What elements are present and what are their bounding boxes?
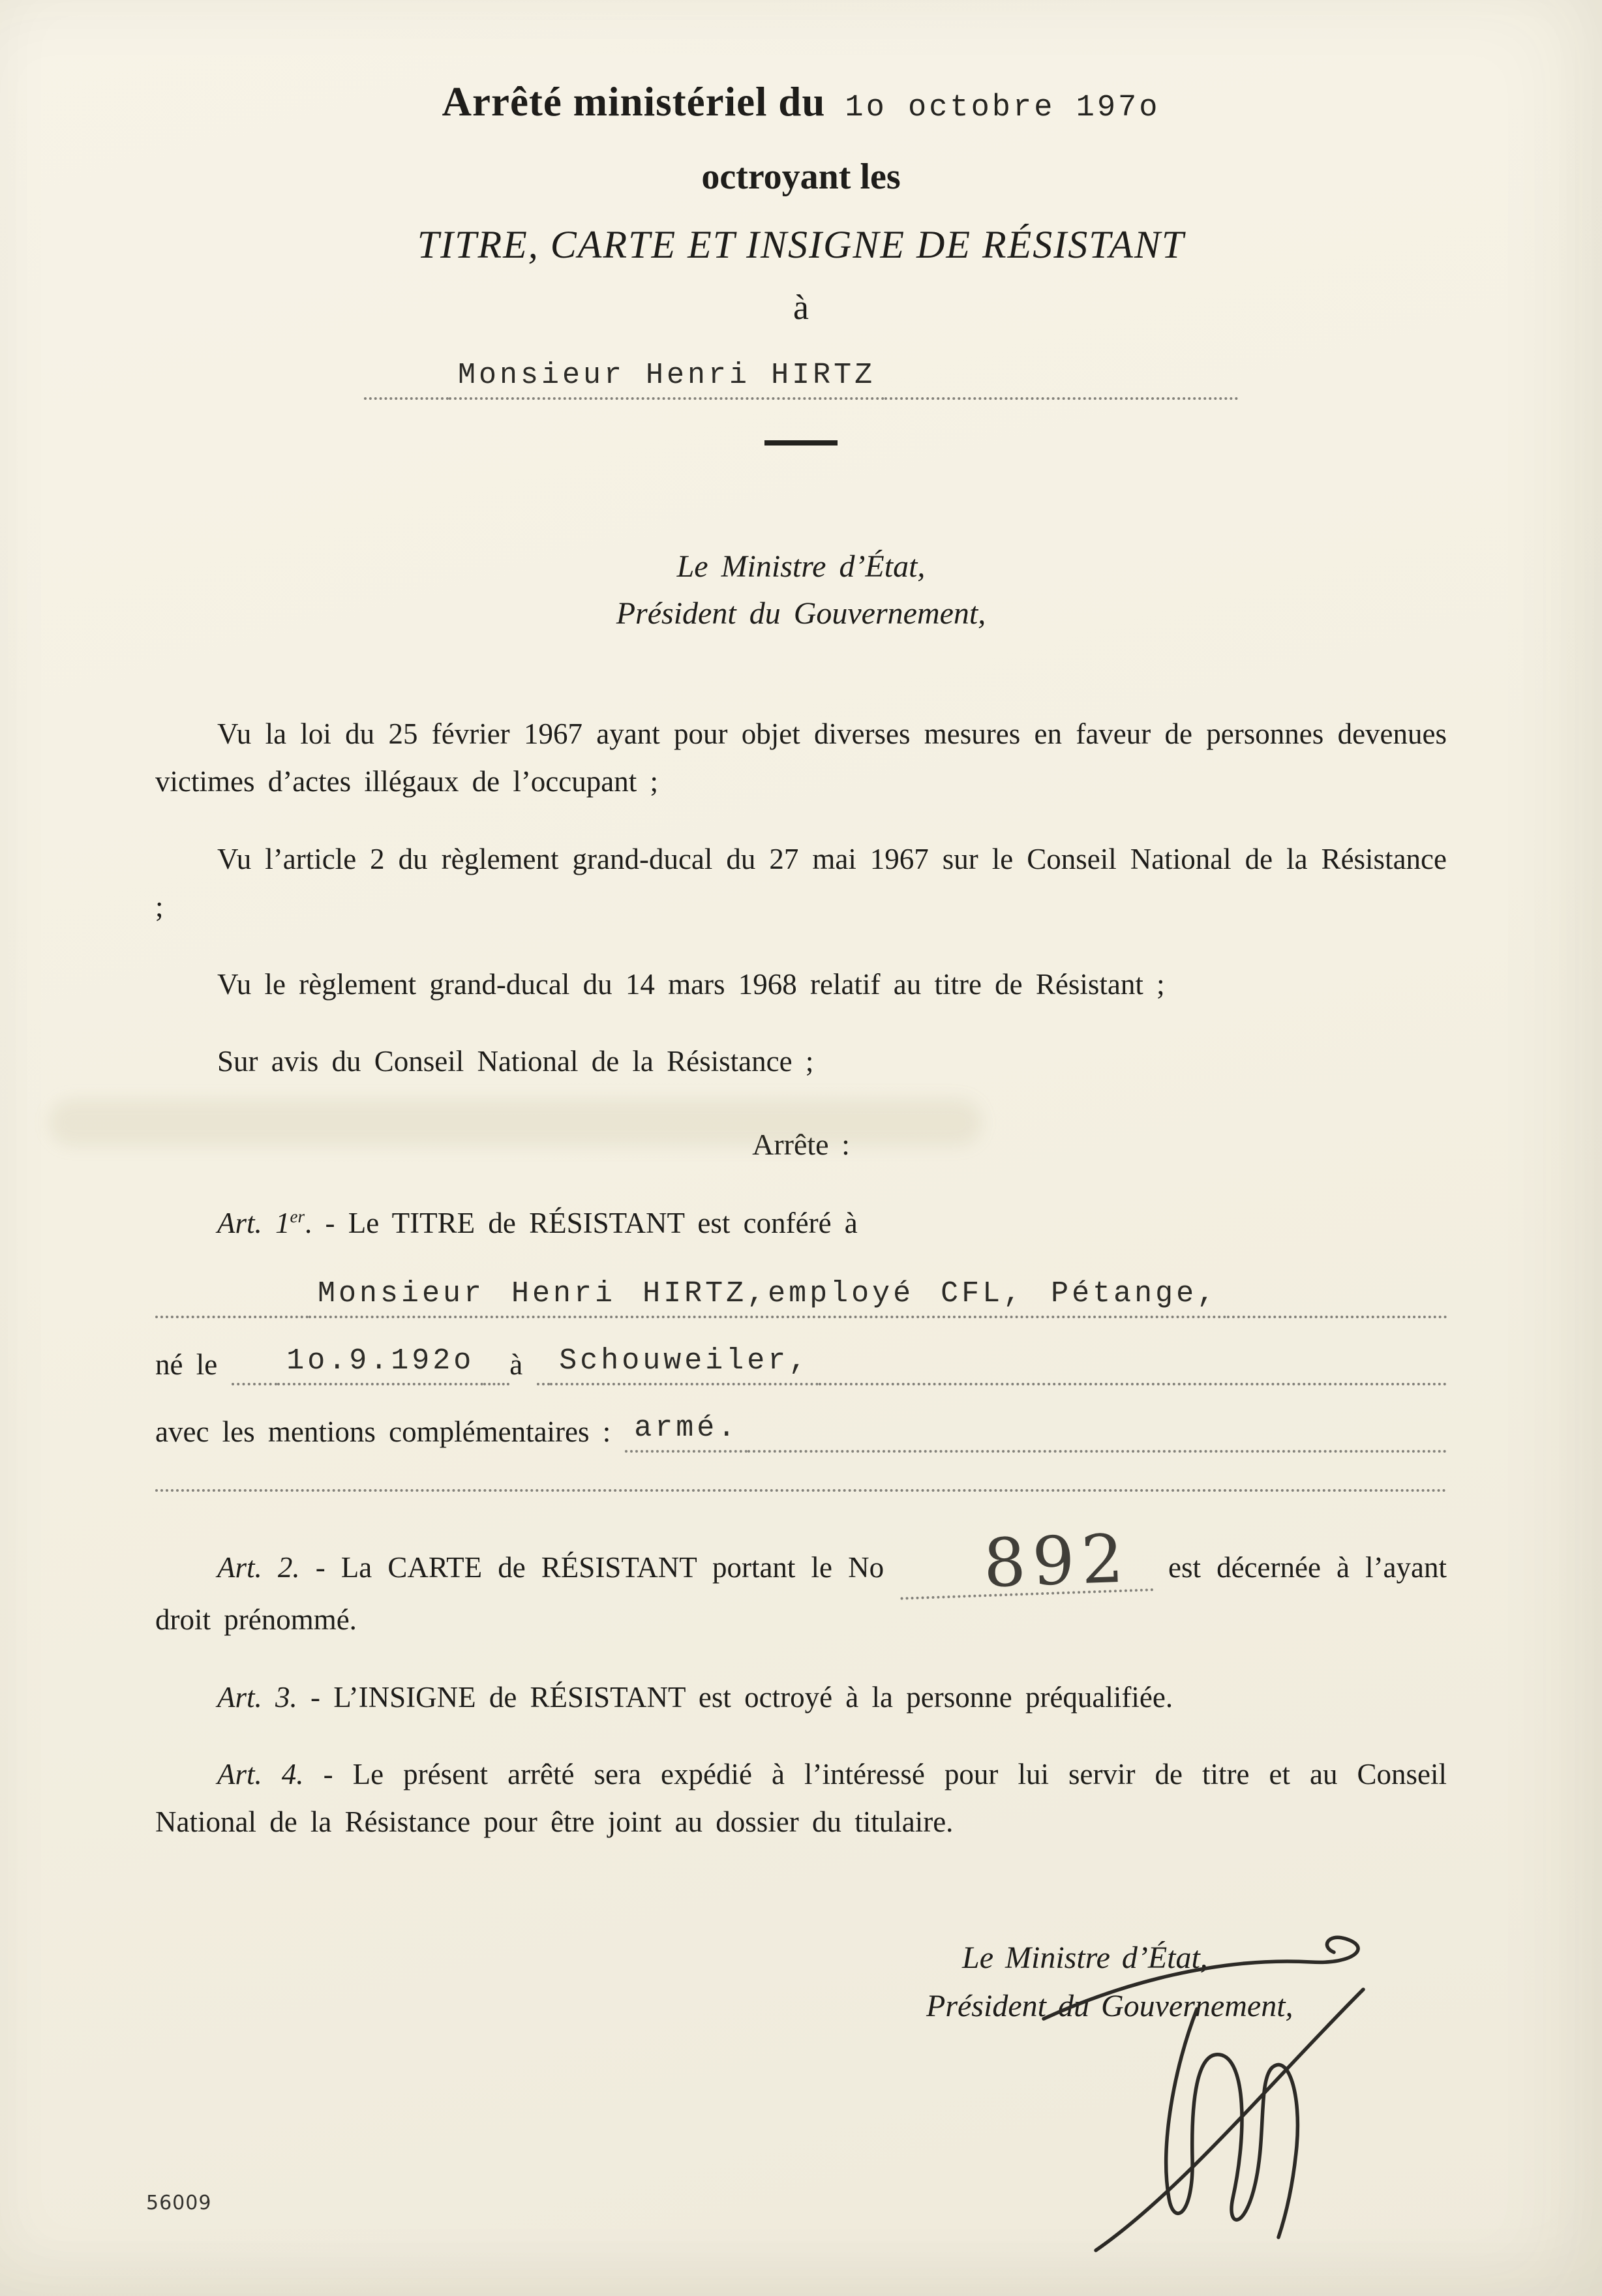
article-1-birth-row [155,1344,1447,1385]
minister-line2: Président du Gouvernement, [616,596,986,631]
dotted-fill [748,1445,1447,1453]
minister-block [0,543,1602,637]
minister-line1: Le Ministre d’État, [676,549,926,584]
article-2-label: Art. 2. [217,1551,300,1584]
article-3-label: Art. 3. [217,1680,297,1714]
article-1-recipient-row [155,1277,1447,1318]
at-label: à [509,1348,523,1382]
dotted-fill [884,392,1238,400]
preamble-paragraph-2: Vu l’article 2 du règlement grand-ducal du 27 mai 1967 sur le Conseil National de la Résistance ; [155,842,1447,923]
article-4-text: - Le présent arrêté sera expédié à l’intéressé pour lui servir de titre et au Conseil National de la Résistance pour être joint au dossier du titulaire. [155,1758,1447,1839]
article-4-label: Art. 4. [217,1758,304,1791]
birth-place: Schouweiler, [550,1344,819,1385]
dotted-fill [232,1378,277,1385]
section-divider [764,440,838,446]
signature [998,1885,1494,2276]
article-1-text: . - Le TITRE de RÉSISTANT est conféré à [305,1207,858,1240]
article-2 [155,1520,1447,1643]
mentions-value: armé. [625,1412,748,1453]
closing-line1: Le Ministre d’État, [962,1941,1208,1975]
preamble-paragraph-1: Vu la loi du 25 février 1967 ayant pour objet diverses mesures en faveur de personnes devenues victimes d’actes illégaux de l’occupant ; [155,718,1447,798]
born-label: né le [155,1348,218,1382]
article-1-label [217,1207,305,1239]
article-1-superscript: er [290,1207,305,1227]
scan-artifact [49,1099,982,1146]
dotted-fill [537,1378,550,1385]
closing-line2: Président du Gouvernement, [926,1989,1293,2024]
article-1-mentions-row [155,1412,1447,1453]
article-1 [155,1200,1447,1247]
article-3-text: - L’INSIGNE de RÉSISTANT est octroyé à la personne préqualifiée. [310,1680,1173,1714]
document-body [0,637,1602,1846]
arrete-heading: Arrête : [752,1128,850,1162]
recipient-row [364,359,1238,400]
birth-date: 1o.9.192o [277,1344,483,1385]
article-2-text-after: est décernée à l’ayant droit prénommé. [155,1551,1447,1636]
mentions-label: avec les mentions complémentaires : [155,1415,611,1449]
dotted-fill [155,1310,309,1318]
article-2-text-before: - La CARTE de RÉSISTANT portant le No [315,1551,884,1584]
print-number: 56009 [146,2192,212,2214]
preamble-paragraph-4: Sur avis du Conseil National de la Résistance ; [217,1045,814,1078]
preamble-paragraph-3: Vu le règlement grand-ducal du 14 mars 1968 relatif au titre de Résistant ; [217,967,1165,1001]
dotted-fill [364,392,449,400]
to-label: à [793,288,809,327]
recipient-name: Monsieur Henri HIRTZ [449,359,884,400]
document-main-title: TITRE, CARTE ET INSIGNE DE RÉSISTANT [417,223,1185,266]
dotted-fill [483,1378,509,1385]
granting-line: octroyant les [701,157,901,197]
decree-title: Arrêté ministériel du [442,79,826,125]
article-1-number: Art. 1 [217,1207,290,1240]
dotted-fill [819,1378,1447,1385]
article-4 [155,1751,1447,1846]
dotted-fill [1227,1310,1447,1318]
dotted-separator [155,1489,1447,1492]
article-3 [155,1674,1447,1721]
card-number: 892 [899,1534,1154,1600]
decree-date: 1o octobre 197o [845,91,1160,125]
document-header [0,0,1602,446]
decree-title-row [0,78,1602,126]
article-1-recipient: Monsieur Henri HIRTZ,employé CFL, Pétange, [309,1277,1227,1318]
